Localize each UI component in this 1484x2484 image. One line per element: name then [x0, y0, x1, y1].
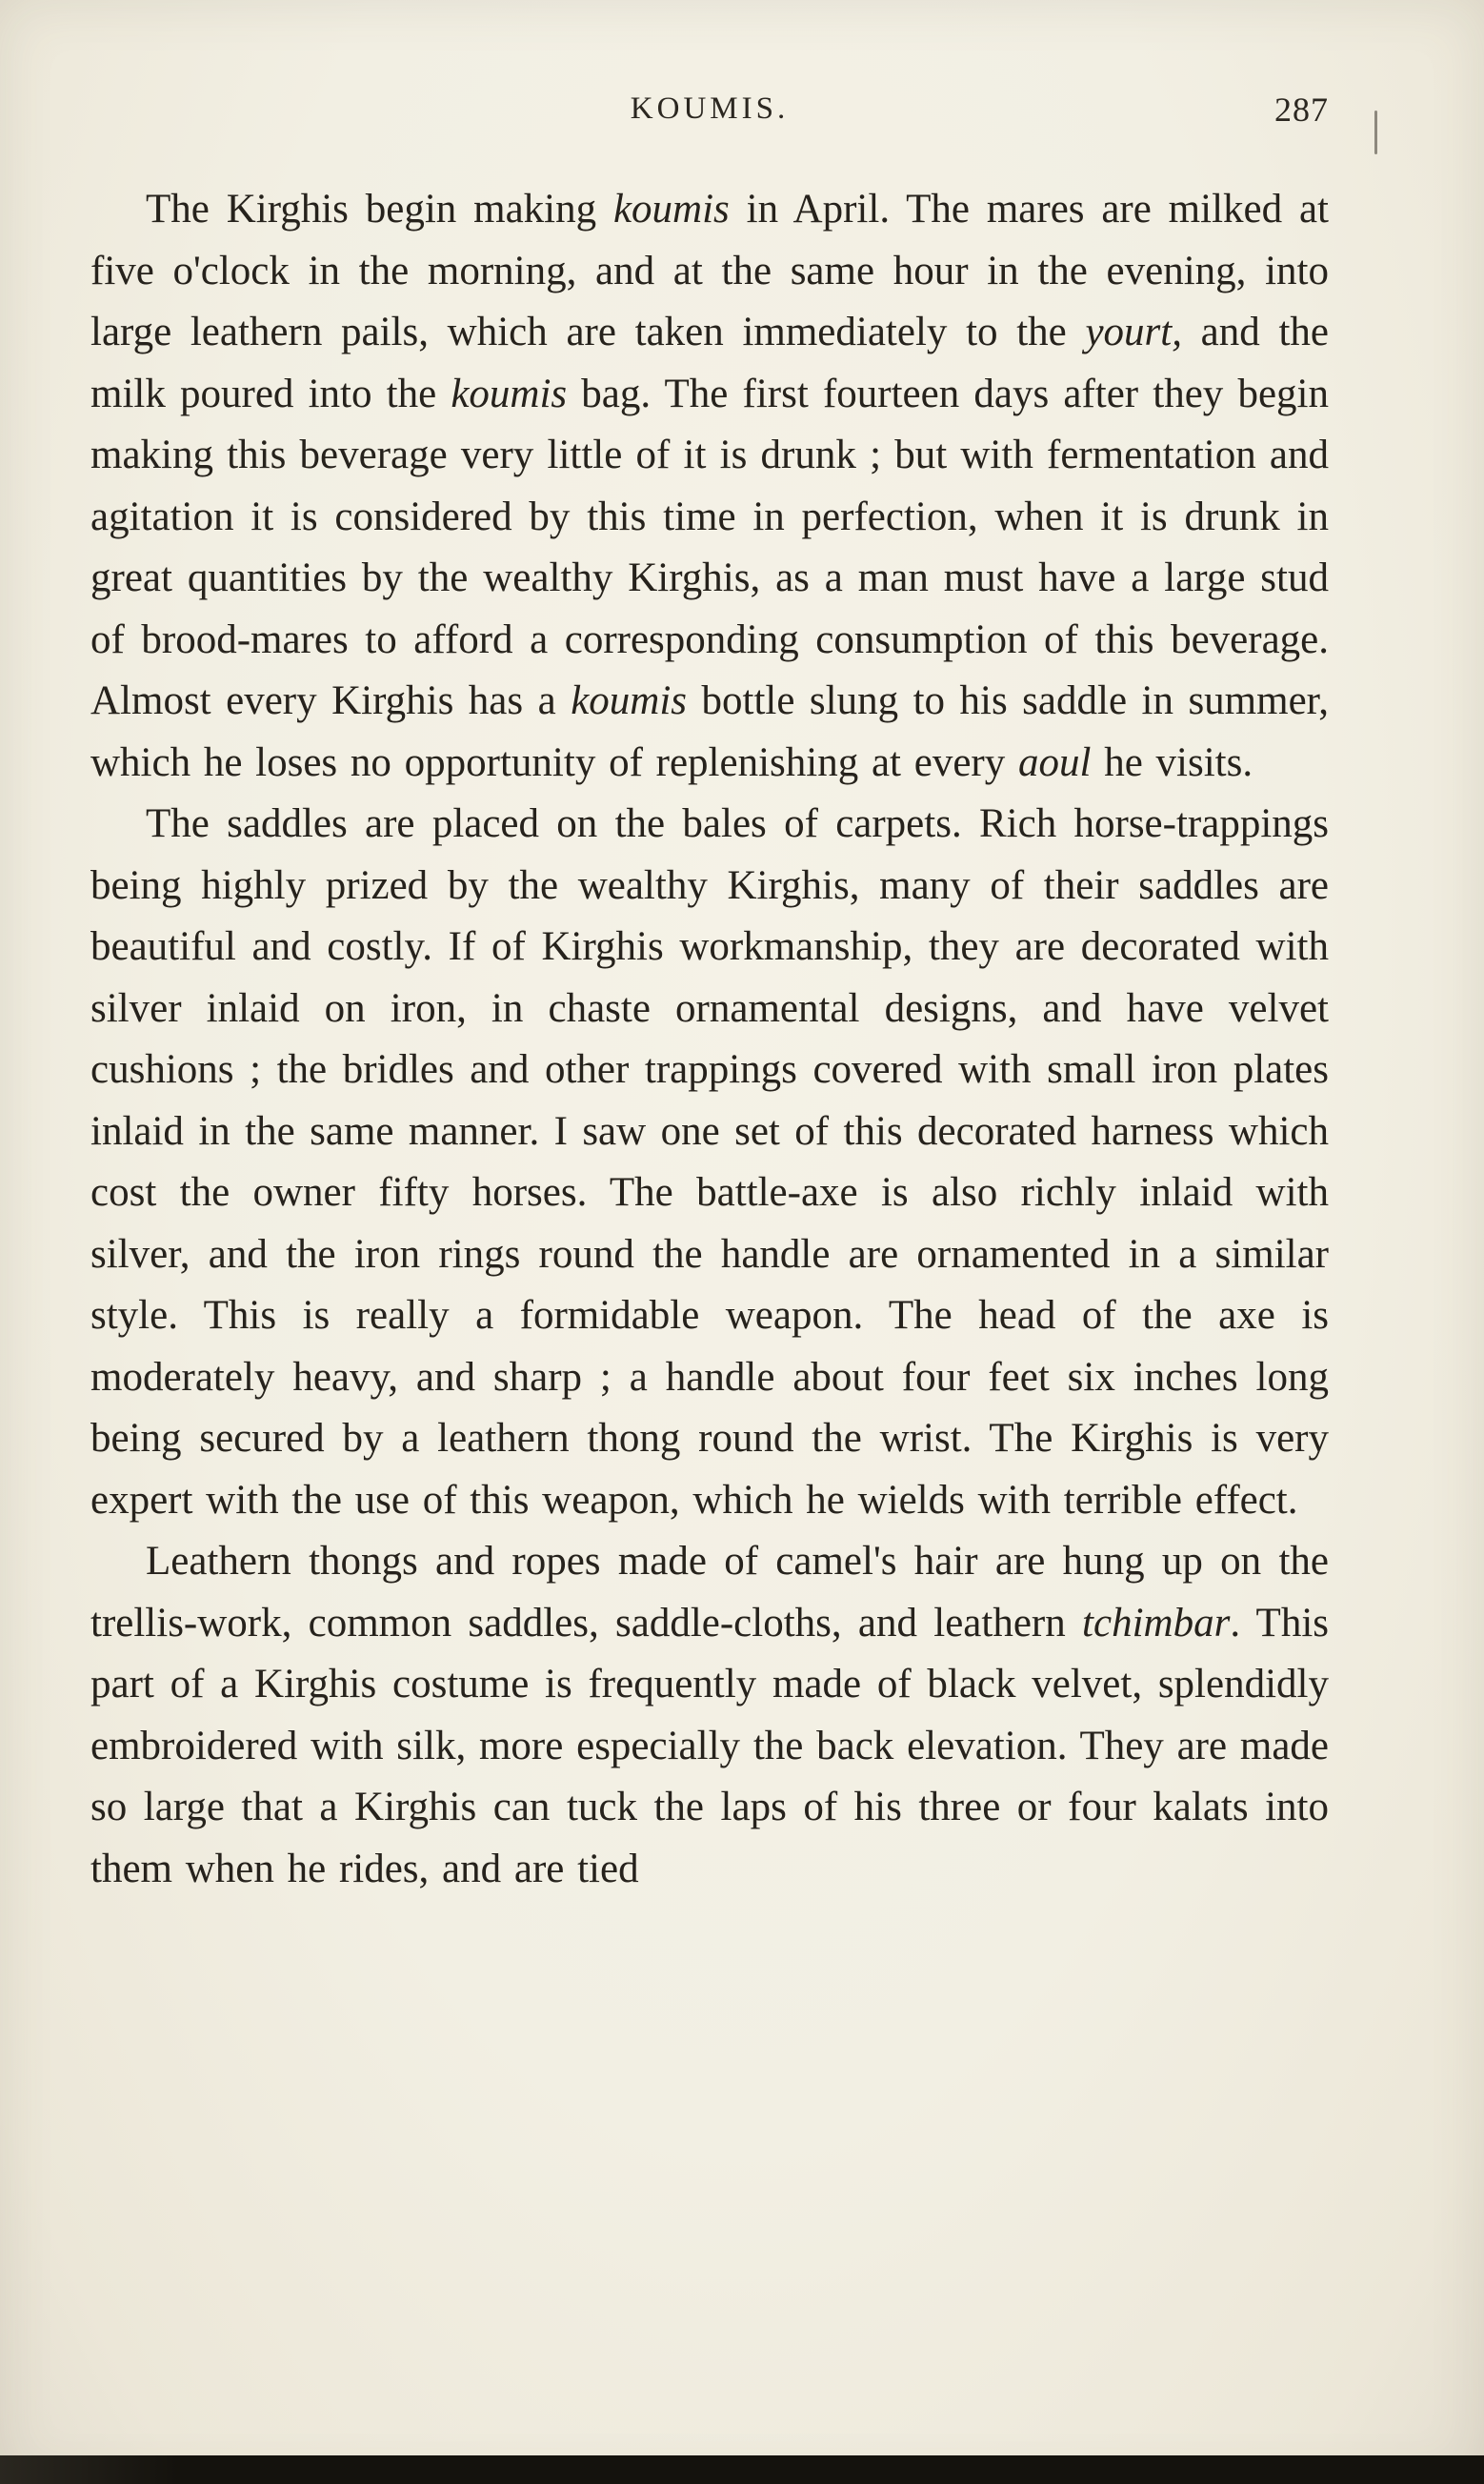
paragraph: The Kirghis begin making koumis in April. The mares are milked at five o'clock in the morning, and at the same hour in the evening, into large leathern pails, which are taken immediately to the yourt, and the milk poured into the koumis bag. The first fourteen days after they begin making this beverage very little of it is drunk ; but with fermentation and agitation it is considered by this time in perfection, when it is drunk in great quantities by the wealthy Kirghis, as a man must have a large stud of brood-mares to afford a corresponding consumption of this beverage. Almost every Kirghis has a koumis bottle slung to his saddle in summer, which he loses no opportunity of replenishing at every aoul he visits. [90, 187, 1330, 785]
scan-edge-artifact [0, 2455, 1484, 2484]
page-number: 287 [1274, 91, 1329, 129]
scan-artifact-mark [1374, 111, 1377, 154]
running-title: KOUMIS. [630, 91, 790, 126]
paragraph: Leathern thongs and ropes made of camel's hair are hung up on the trellis-work, common saddles, saddle-cloths, and leathern tchimbar. This part of a Kirghis costume is frequently made of black velvet, splendidly embroidered with silk, more especially the back elevation. They are made so large that a Kirghis can tuck the laps of his three or four kalats into them when he rides, and are tied [90, 1539, 1330, 1891]
page-header [90, 0, 1329, 137]
body-text [90, 179, 1329, 1900]
paragraph: The saddles are placed on the bales of carpets. Rich horse-trappings being highly prized by the wealthy Kirghis, many of their saddles are beautiful and costly. If of Kirghis workmanship, they are decorated with silver inlaid on iron, in chaste ornamental designs, and have velvet cushions ; the bridles and other trappings covered with small iron plates inlaid in the same manner. I saw one set of this decorated harness which cost the owner fifty horses. The battle-axe is also richly inlaid with silver, and the iron rings round the handle are ornamented in a similar style. This is really a formidable weapon. The head of the axe is moderately heavy, and sharp ; a handle about four feet six inches long being secured by a leathern thong round the wrist. The Kirghis is very expert with the use of this weapon, which he wields with terrible effect. [90, 801, 1329, 1523]
